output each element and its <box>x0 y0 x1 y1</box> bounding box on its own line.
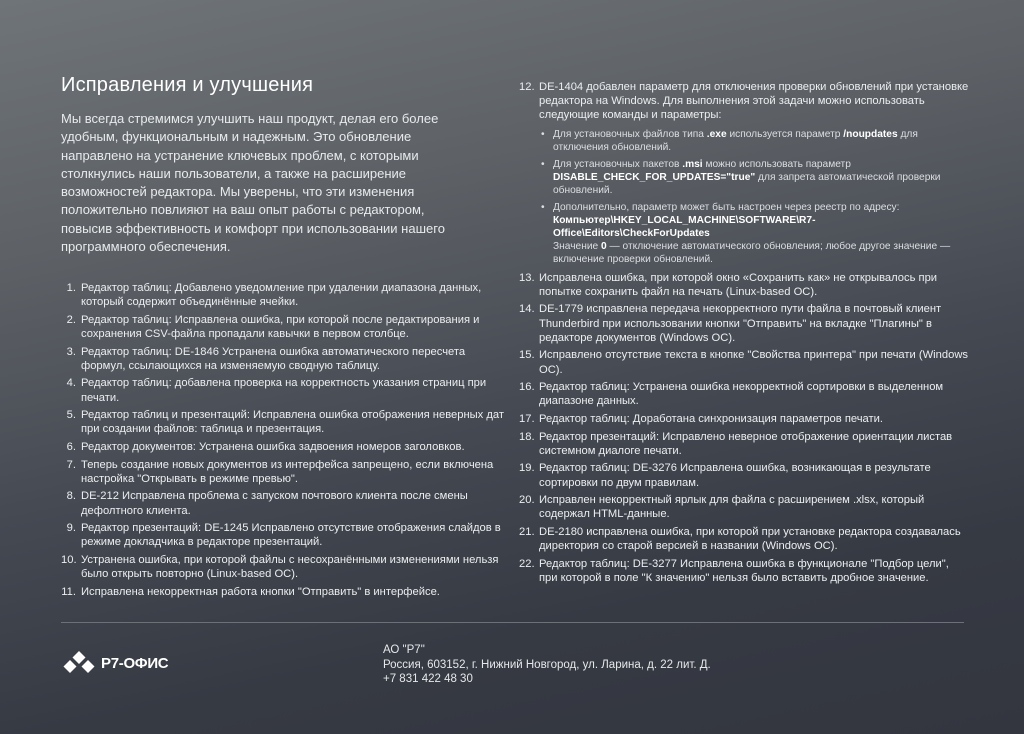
item-number: 16. <box>519 381 535 394</box>
item-text: Исправлена ошибка, при которой окно «Сохранить как» не открывалось при попытке сохранить файл на печать (Linux-based ОС). <box>539 271 938 298</box>
item-number: 20. <box>519 494 535 507</box>
item-text: Редактор таблиц: Исправлена ошибка, при которой после редактирования и сохранения CSV-файла пропадали кавычки в первом столбце. <box>81 313 480 340</box>
item-text: Редактор таблиц: добавлена проверка на корректность указания страниц при печати. <box>81 377 487 404</box>
changes-list-right-continued <box>519 271 969 586</box>
changes-column-right <box>519 80 969 589</box>
item-text: DE-2180 исправлена ошибка, при которой при установке редактора создавалась директория со старой версией в названии (Windows ОС). <box>539 525 961 553</box>
intro-paragraph: Мы всегда стремимся улучшить наш продукт, делая его более удобным, функциональным и надежным. Это обновление направлено на устранение ключевых проблем, с которыми столкнулись наши пользователи, а также на расширение возможностей редактора. Мы уверены, что эти изменения положительно повлияют на ваш опыт работы с редактором, повысив эффективность и комфорт при использовании нашего программного обеспечения. <box>61 111 445 255</box>
item-text: Исправлен некорректный ярлык для файла с расширением .xlsx, который содержал HTML-данные. <box>539 494 925 521</box>
item-number: 5. <box>66 409 76 422</box>
sub-item-exe <box>539 128 969 154</box>
change-item <box>61 458 506 486</box>
company-address: Россия, 603152, г. Нижний Новгород, ул. Ларина, д. 22 лит. Д. <box>383 658 711 671</box>
company-info <box>383 643 711 687</box>
changes-list-right <box>519 80 969 267</box>
item-text: Редактор таблиц: Устранена ошибка некорректной сортировки в выделенном диапазоне данных. <box>539 381 944 408</box>
changes-list-left <box>61 281 506 599</box>
item-number: 17. <box>519 412 535 425</box>
sub-text: Дополнительно, параметр может быть настроен через реестр по адресу: <box>553 202 900 214</box>
change-item <box>519 271 969 299</box>
item-number: 15. <box>519 349 535 362</box>
company-phone: +7 831 422 48 30 <box>383 673 473 686</box>
noupdates-param: /noupdates <box>843 128 898 140</box>
item-number: 9. <box>66 522 76 535</box>
item-number: 4. <box>66 377 76 390</box>
change-item <box>61 521 506 549</box>
bullet-icon: • <box>541 158 545 170</box>
item-number: 8. <box>66 490 76 503</box>
item-number: 2. <box>66 313 76 326</box>
change-item-12 <box>519 80 969 267</box>
change-item <box>61 440 506 454</box>
sub-text: — отключение автоматического обновления; любое другое значение — включение проверки обновлений. <box>553 241 951 266</box>
bullet-icon: • <box>541 128 545 140</box>
sub-text: Для установочных файлов типа <box>553 128 707 140</box>
item-number: 21. <box>519 525 535 538</box>
sub-text: используется параметр <box>726 128 844 140</box>
item-text: Устранена ошибка, при которой файлы с несохранёнными изменениями нельзя было открыть повторно (Linux-based ОС). <box>81 553 499 581</box>
change-item <box>519 380 969 408</box>
change-item <box>519 461 969 489</box>
item-text: DE-212 Исправлена проблема с запуском почтового клиента после смены дефолтного клиента. <box>81 490 468 517</box>
change-item <box>519 348 969 376</box>
item-number: 19. <box>519 462 535 475</box>
item-text: Редактор презентаций: DE-1245 Исправлено отсутствие отображения слайдов в режиме докладчика в редакторе презентаций. <box>81 522 501 549</box>
item-text: Редактор таблиц: DE-3277 Исправлена ошибка в функционале "Подбор цели", при которой в поле "К значению" нельзя было вставить дробное значение. <box>539 557 949 584</box>
item-text: Редактор таблиц: Добавлено уведомление при удалении диапазона данных, который содержит объединённые ячейки. <box>81 282 482 309</box>
change-item <box>519 525 969 553</box>
sub-text: Для установочных пакетов <box>553 158 683 170</box>
change-item <box>61 345 506 373</box>
item-text: DE-1404 добавлен параметр для отключения проверки обновлений при установке редактора на Windows. Для выполнения этой задачи можно использовать следующие команды и параметры: <box>539 81 969 122</box>
exe-extension: .exe <box>706 128 727 140</box>
changes-column-left <box>61 281 506 602</box>
msi-extension: .msi <box>682 158 703 170</box>
company-name: АО "Р7" <box>383 644 425 656</box>
sub-item-msi <box>539 158 969 197</box>
item-text: Редактор презентаций: Исправлено неверное отображение ориентации листав системном диалоге печати. <box>539 430 953 457</box>
r7-diamonds-logo-icon <box>61 650 97 676</box>
company-logo <box>61 650 168 676</box>
page-title: Исправления и улучшения <box>61 74 314 96</box>
item-text: Редактор таблиц: Доработана синхронизация параметров печати. <box>539 412 884 425</box>
sub-text: для отключения обновлений. <box>553 128 918 153</box>
change-item <box>519 557 969 585</box>
sub-list <box>539 128 969 267</box>
item-text: Исправлено отсутствие текста в кнопке "Свойства принтера" при печати (Windows ОС). <box>539 349 968 376</box>
change-item <box>61 408 506 436</box>
registry-path: Компьютер\HKEY_LOCAL_MACHINE\SOFTWARE\R7-Office\Editors\CheckForUpdates <box>553 215 816 240</box>
item-text: Исправлена некорректная работа кнопки "Отправить" в интерфейсе. <box>81 585 440 598</box>
change-item <box>519 430 969 458</box>
item-number: 18. <box>519 430 535 443</box>
disable-check-param: DISABLE_CHECK_FOR_UPDATES="true" <box>553 171 756 183</box>
item-text: Теперь создание новых документов из интерфейса запрещено, если включена настройка "Открывать в режиме превью". <box>81 458 494 485</box>
item-number: 11. <box>61 585 76 598</box>
change-item <box>519 493 969 521</box>
item-number: 12. <box>519 81 535 93</box>
item-text: DE-1779 исправлена передача некорректного пути файла в почтовый клиент Thunderbird при использовании кнопки "Отправить" на вкладке "Плагины" в редакторе документов (Windows ОС). <box>539 303 942 344</box>
sub-item-registry <box>539 201 969 266</box>
change-item <box>61 281 506 309</box>
change-item <box>61 313 506 341</box>
change-item <box>519 412 969 426</box>
change-item <box>61 553 506 581</box>
item-number: 14. <box>519 303 535 316</box>
registry-value: 0 <box>601 241 607 253</box>
item-number: 22. <box>519 557 535 570</box>
item-number: 10. <box>61 553 77 566</box>
item-text: Редактор таблиц: DE-3276 Исправлена ошибка, возникающая в результате сортировки по двум правилам. <box>539 462 931 489</box>
change-item <box>61 489 506 517</box>
item-text: Редактор таблиц и презентаций: Исправлена ошибка отображения неверных дат при создании файлов: таблица и презентация. <box>81 409 505 436</box>
item-number: 7. <box>66 458 76 471</box>
item-text: Редактор документов: Устранена ошибка задвоения номеров заголовков. <box>81 440 465 453</box>
item-number: 1. <box>66 282 76 294</box>
sub-text: Значение <box>553 241 602 253</box>
footer-divider <box>61 622 964 623</box>
item-number: 3. <box>66 345 76 358</box>
change-item <box>519 302 969 345</box>
item-text: Редактор таблиц: DE-1846 Устранена ошибка автоматического пересчета формул, ссылающихся на изменяемую сводную таблицу. <box>81 345 466 372</box>
item-number: 6. <box>66 440 76 453</box>
change-item <box>61 376 506 404</box>
change-item <box>61 585 506 599</box>
bullet-icon: • <box>541 202 545 214</box>
item-number: 13. <box>519 271 535 284</box>
logo-text: Р7-ОФИС <box>101 654 169 672</box>
sub-text: можно использовать параметр <box>702 158 851 170</box>
sub-text: для запрета автоматической проверки обновлений. <box>553 171 941 196</box>
